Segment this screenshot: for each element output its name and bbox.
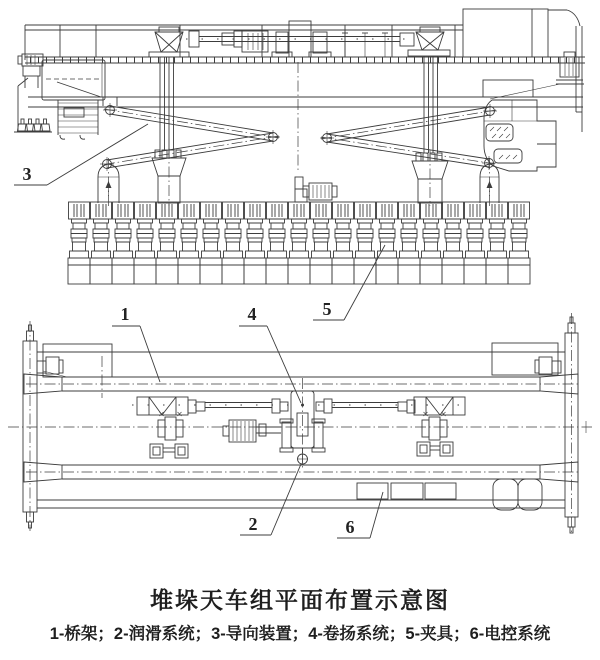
drawing-legend: 1-桥架；2-润滑系统；3-导向装置；4-卷扬系统；5-夹具；6-电控系统 xyxy=(49,625,551,643)
drawing-title: 堆垛天车组平面布置示意图 xyxy=(150,587,450,613)
control-boxes xyxy=(357,479,542,510)
right-end-assembly xyxy=(483,26,584,171)
end-truck-wheels xyxy=(18,119,51,131)
end-carriage-right xyxy=(565,313,578,534)
corner-box-left xyxy=(37,344,112,377)
guide-linkage xyxy=(98,97,499,206)
plan-view xyxy=(8,313,592,534)
leader-line-4 xyxy=(267,326,301,403)
cab-ladder-platform xyxy=(58,100,98,139)
callout-3-label: 3 xyxy=(22,164,32,184)
callout-4-label: 4 xyxy=(247,304,257,324)
clamp-drive-motor xyxy=(295,177,337,202)
hoist-machinery-deck xyxy=(149,21,450,153)
callout-1-label: 1 xyxy=(120,304,130,324)
bridge-girder xyxy=(25,25,585,172)
callout-2-label: 2 xyxy=(248,514,258,534)
end-carriage-left xyxy=(23,321,37,531)
corner-box-right xyxy=(492,343,561,375)
callout-5-label: 5 xyxy=(322,299,332,319)
callout-4-hoist-system xyxy=(239,304,301,403)
clamp-row xyxy=(68,202,530,284)
callout-2-lubrication xyxy=(240,464,301,535)
operator-cab xyxy=(42,60,105,100)
callout-1-bridge xyxy=(112,304,160,382)
hoist-system xyxy=(132,391,470,458)
callout-6-label: 6 xyxy=(345,517,355,537)
lubrication-point xyxy=(298,448,308,464)
leader-line-1 xyxy=(140,326,160,382)
machine-house xyxy=(463,9,580,57)
leader-line-2 xyxy=(271,464,301,535)
leader-line-5 xyxy=(344,245,385,320)
callouts xyxy=(14,124,385,538)
elevation-view xyxy=(14,9,585,284)
